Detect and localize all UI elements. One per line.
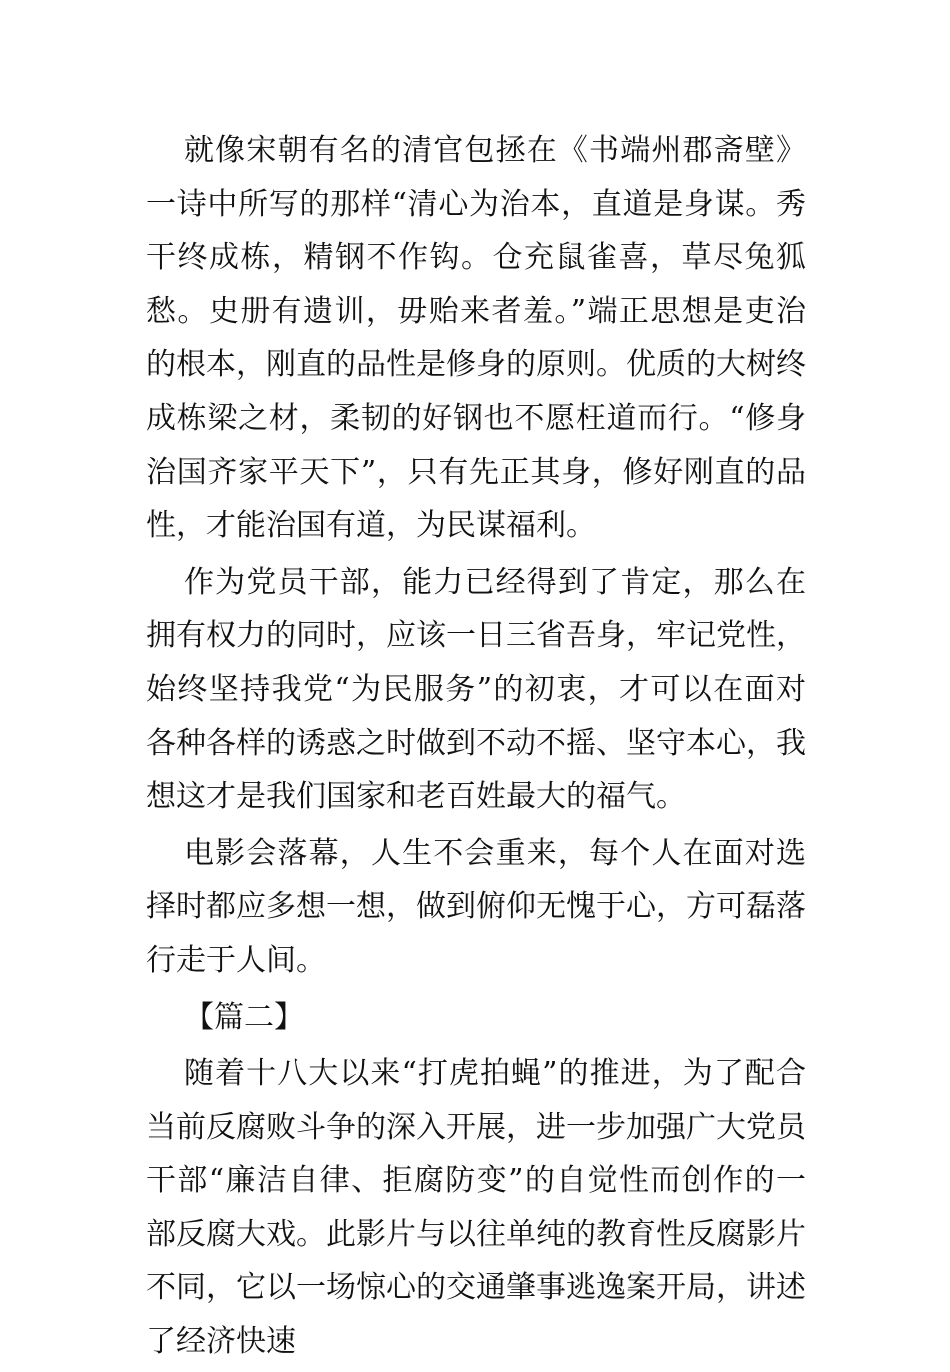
paragraph-section-two: 随着十八大以来“打虎拍蝇”的推进，为了配合当前反腐败斗争的深入开展，进一步加强广大党员干部“廉洁自律、拒腐防变”的自觉性而创作的一部反腐大戏。此影片与以往单纯的教育性反腐影片不同，它以一场惊心的交通肇事逃逸案开局，讲述了经济快速 bbox=[146, 1056, 806, 1360]
section-heading: 【篇二】 bbox=[184, 999, 304, 1035]
paragraph-movie-ends: 电影会落幕，人生不会重来，每个人在面对选择时都应多想一想，做到俯仰无愧于心，方可磊落行走于人间。 bbox=[146, 835, 806, 978]
document-body bbox=[146, 124, 806, 1372]
paragraph-bao-zheng-poem: 就像宋朝有名的清官包拯在《书端州郡斋壁》一诗中所写的那样“清心为治本，直道是身谋。秀干终成栋，精钢不作钩。仓充鼠雀喜，草尽兔狐愁。史册有遗训，毋贻来者羞。”端正思想是吏治的根本，刚直的品性是修身的原则。优质的大树终成栋梁之材，柔韧的好钢也不愿枉道而行。“修身治国齐家平天下”，只有先正其身，修好刚直的品性，才能治国有道，为民谋福利。 bbox=[146, 133, 806, 544]
paragraph-party-cadre: 作为党员干部，能力已经得到了肯定，那么在拥有权力的同时，应该一日三省吾身，牢记党性，始终坚持我党“为民服务”的初衷，才可以在面对各种各样的诱惑之时做到不动不摇、坚守本心，我想这才是我们国家和老百姓最大的福气。 bbox=[146, 564, 806, 815]
